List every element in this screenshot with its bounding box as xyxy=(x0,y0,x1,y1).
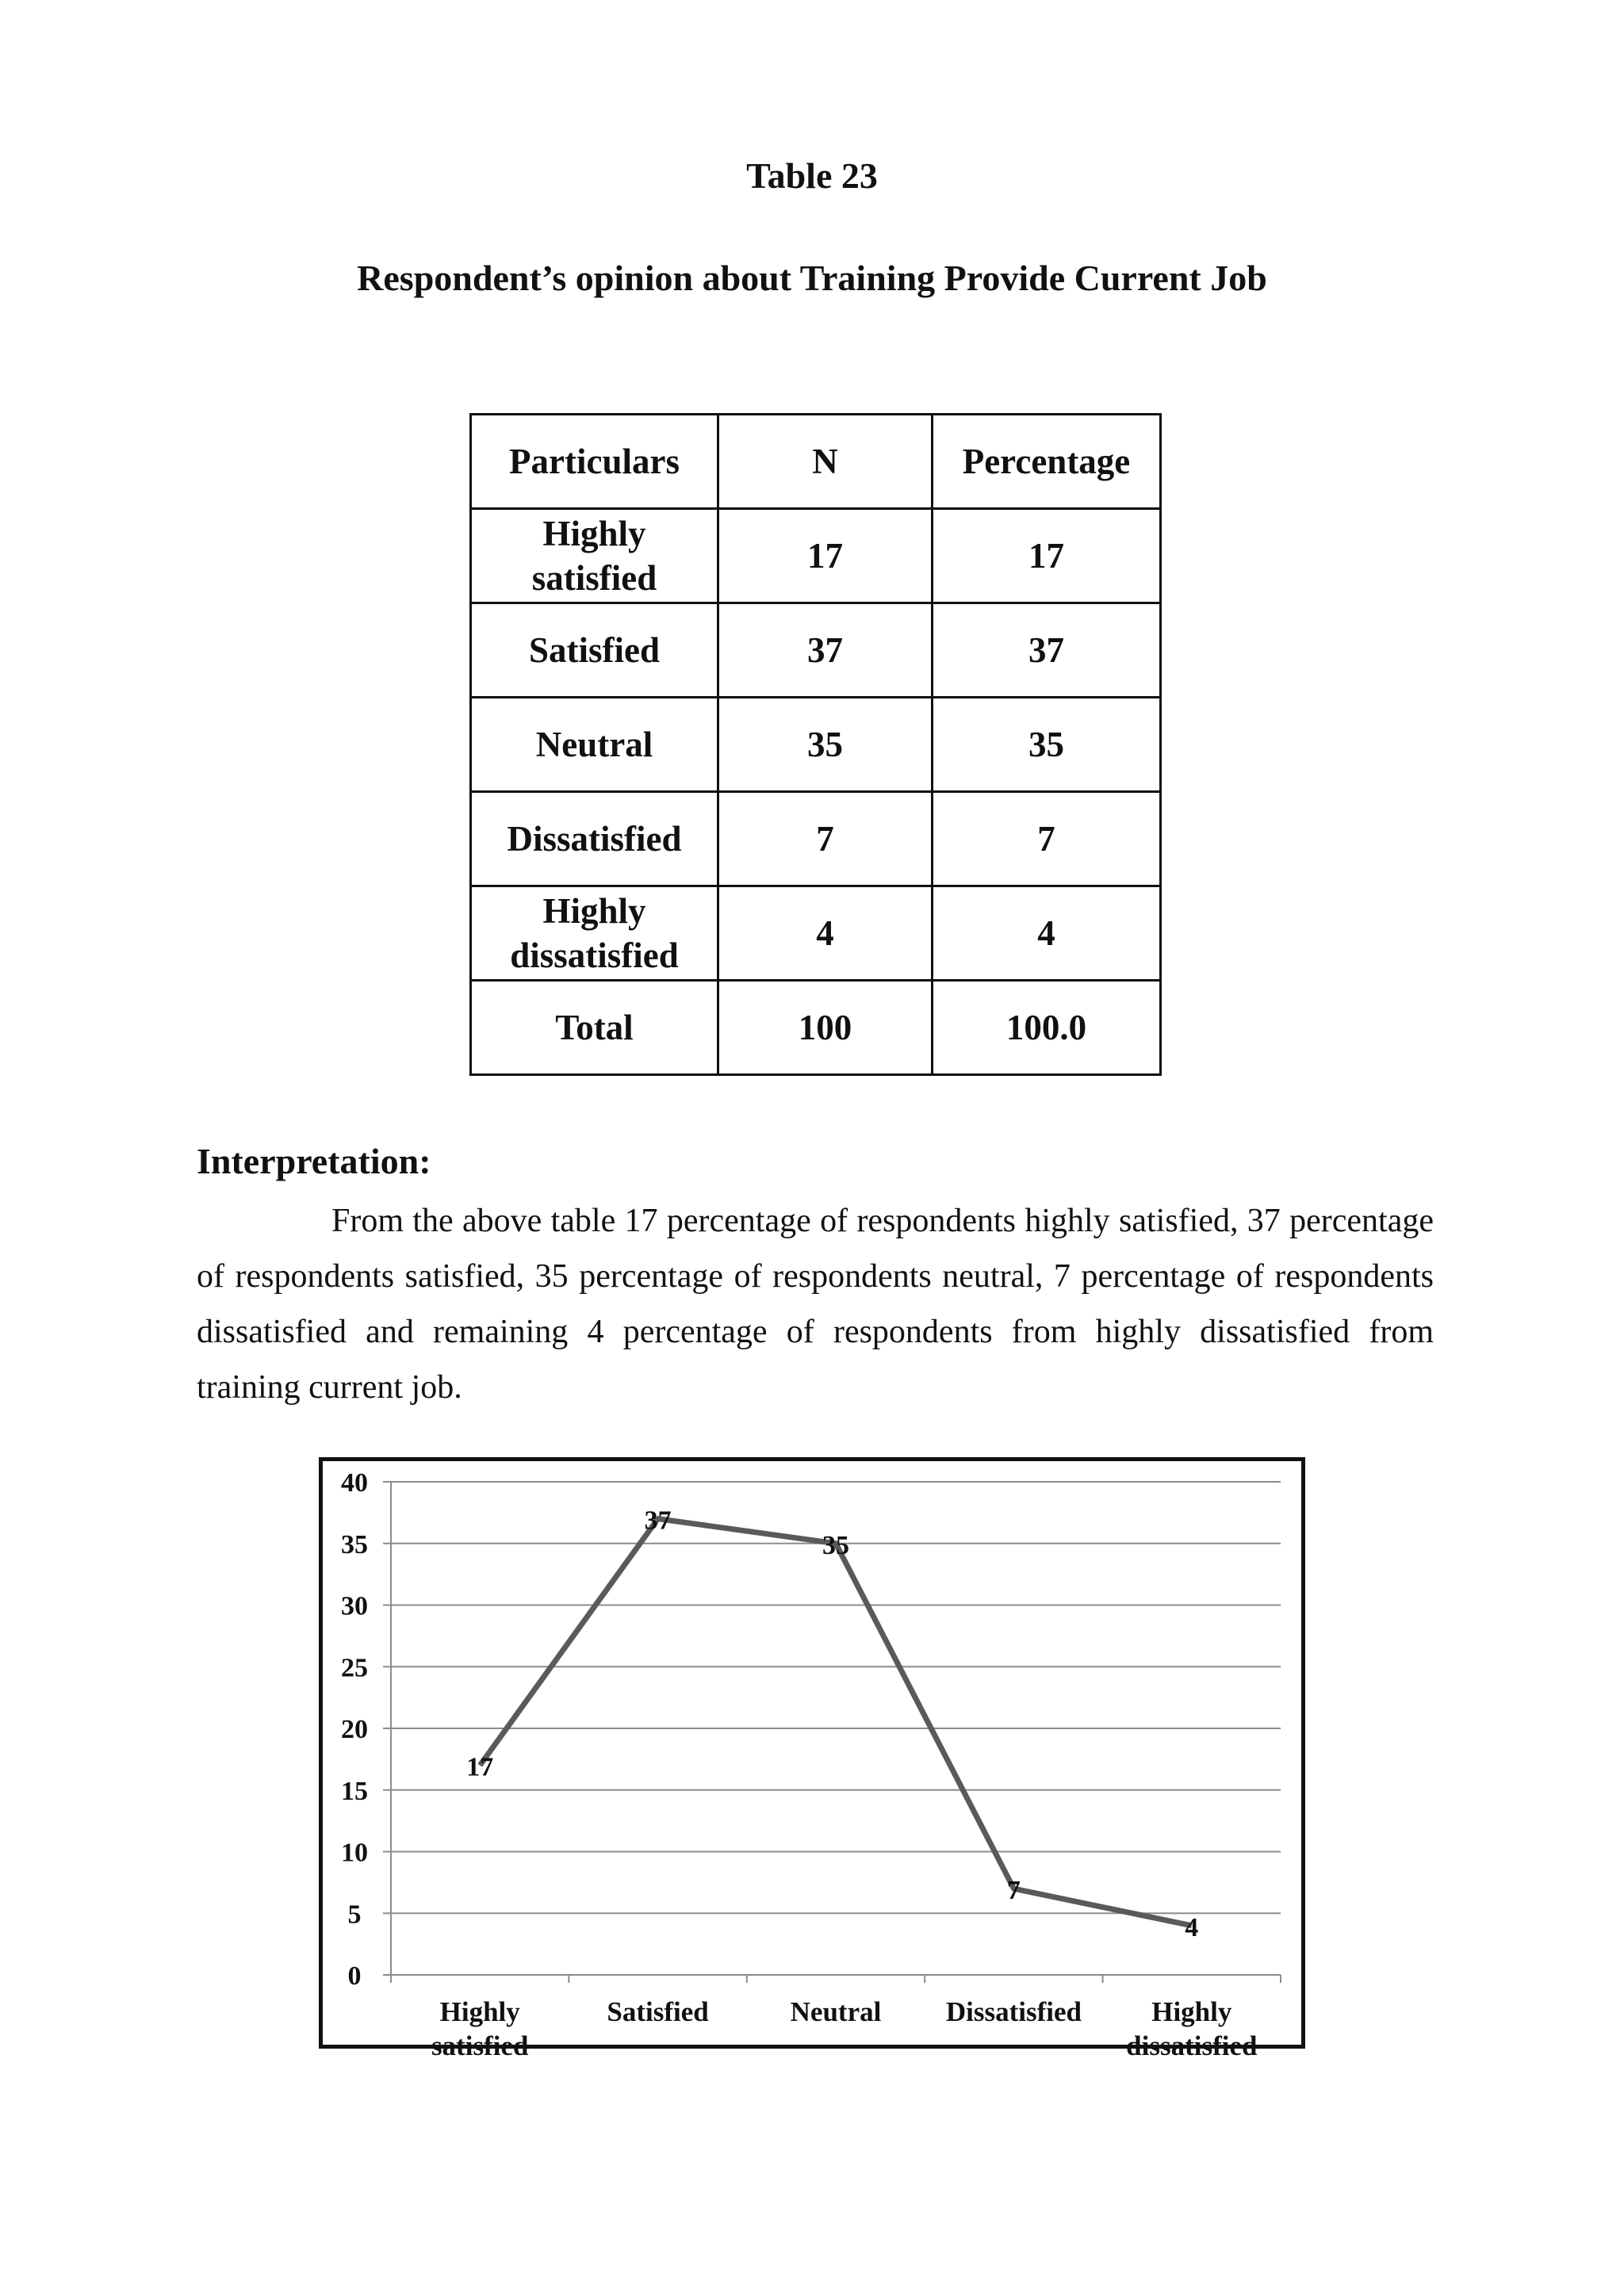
row-particular: Highly dissatisfied xyxy=(471,886,718,981)
chart-svg xyxy=(323,1461,1301,2061)
table-total-row xyxy=(471,981,1161,1075)
row-percentage: 35 xyxy=(933,698,1161,792)
y-tick-label: 35 xyxy=(341,1529,368,1559)
y-tick-label: 20 xyxy=(341,1715,368,1744)
x-tick-label: Highly dissatisfied xyxy=(1126,1996,1258,2061)
data-table xyxy=(469,413,1162,1076)
y-tick-label: 10 xyxy=(341,1838,368,1868)
table-row xyxy=(471,886,1161,981)
table-row xyxy=(471,698,1161,792)
table-title: Respondent’s opinion about Training Provide Current Job xyxy=(357,258,1267,298)
data-label: 7 xyxy=(1006,1876,1021,1906)
row-percentage: 7 xyxy=(933,792,1161,886)
x-tick-label: Satisfied xyxy=(607,1996,709,2027)
row-n: 17 xyxy=(718,509,933,603)
row-percentage: 37 xyxy=(933,603,1161,698)
table-row xyxy=(471,603,1161,698)
header-n: N xyxy=(718,415,933,509)
data-label: 37 xyxy=(644,1506,672,1536)
row-particular: Total xyxy=(471,981,718,1075)
data-label: 35 xyxy=(822,1530,849,1560)
data-label: 4 xyxy=(1185,1912,1199,1942)
row-percentage: 17 xyxy=(933,509,1161,603)
row-n: 100 xyxy=(718,981,933,1075)
row-particular: Dissatisfied xyxy=(471,792,718,886)
table-header-row xyxy=(471,415,1161,509)
row-particular: Highly satisfied xyxy=(471,509,718,603)
interpretation-heading: Interpretation: xyxy=(197,1141,431,1181)
row-particular: Satisfied xyxy=(471,603,718,698)
y-tick-label: 30 xyxy=(341,1591,368,1621)
row-n: 4 xyxy=(718,886,933,981)
x-tick-label: Neutral xyxy=(790,1996,882,2027)
y-tick-label: 5 xyxy=(347,1900,362,1930)
table-row xyxy=(471,509,1161,603)
row-n: 7 xyxy=(718,792,933,886)
y-tick-label: 25 xyxy=(341,1653,368,1683)
y-tick-label: 0 xyxy=(347,1961,362,1991)
interpretation-body: From the above table 17 percentage of respondents highly satisfied, 37 percentage of respondents satisfied, 35 percentage of respondents neutral, 7 percentage of respondents dissatisfied and remaining 4 percentage of respondents from highly dissatisfied from training current job. xyxy=(197,1203,1434,1406)
y-tick-label: 15 xyxy=(341,1776,368,1806)
y-tick-label: 40 xyxy=(341,1468,368,1498)
table-number: Table 23 xyxy=(746,155,878,196)
x-tick-label: Highly satisfied xyxy=(431,1996,529,2061)
header-particulars: Particulars xyxy=(471,415,718,509)
row-percentage: 4 xyxy=(933,886,1161,981)
header-percentage: Percentage xyxy=(933,415,1161,509)
series-line xyxy=(480,1519,1192,1926)
row-percentage: 100.0 xyxy=(933,981,1161,1075)
data-label: 17 xyxy=(466,1752,494,1782)
row-particular: Neutral xyxy=(471,698,718,792)
row-n: 35 xyxy=(718,698,933,792)
row-n: 37 xyxy=(718,603,933,698)
line-chart xyxy=(319,1457,1305,2061)
table-row xyxy=(471,792,1161,886)
x-tick-label: Dissatisfied xyxy=(945,1996,1082,2027)
